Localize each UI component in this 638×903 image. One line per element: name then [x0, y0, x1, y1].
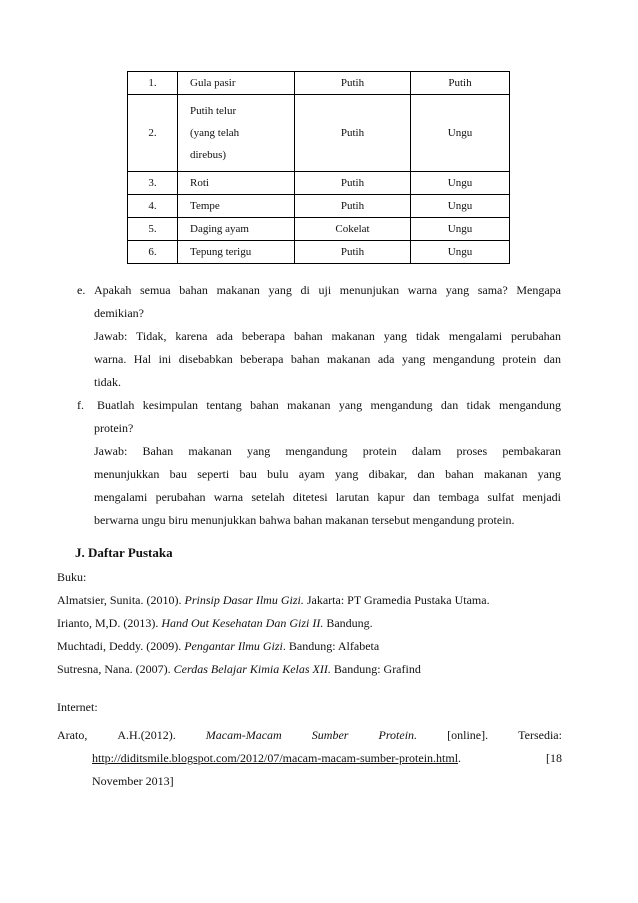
book-ref-4-title: Cerdas Belajar Kimia Kelas XII. — [173, 662, 331, 676]
table-row — [128, 95, 510, 172]
color-result-2: Ungu — [411, 241, 510, 264]
book-ref-3-post: . Bandung: Alfabeta — [282, 639, 380, 653]
row-number: 5. — [128, 218, 178, 241]
internet-ref-date-start: [18 — [546, 751, 562, 765]
book-ref-2-title: Hand Out Kesehatan Dan Gizi II. — [161, 616, 324, 630]
row-number: 4. — [128, 195, 178, 218]
color-result-2: Putih — [411, 72, 510, 95]
internet-ref-url[interactable]: http://diditsmile.blogspot.com/2012/07/macam-macam-sumber-protein.html — [92, 751, 459, 765]
internet-ref-year: A.H.(2012). — [117, 728, 176, 742]
internet-ref-title-3: Protein. — [378, 728, 418, 742]
internet-ref-line1 — [57, 724, 562, 747]
row-number: 6. — [128, 241, 178, 264]
book-ref-1 — [57, 589, 490, 612]
answer-e-line3: tidak. — [94, 375, 121, 389]
food-name-cell — [178, 195, 295, 218]
question-e-label: e. — [77, 283, 86, 297]
food-name-cell — [178, 218, 295, 241]
food-name-cell — [178, 241, 295, 264]
section-heading: J. Daftar Pustaka — [75, 545, 173, 560]
internet-ref-date-end: November 2013] — [92, 774, 174, 788]
book-ref-3-pre: Muchtadi, Deddy. (2009). — [57, 639, 185, 653]
question-f-line1: Buatlah kesimpulan tentang bahan makanan yang mengandung dan tidak mengandung — [97, 398, 561, 412]
food-name-line: Gula pasir — [190, 77, 236, 89]
color-result-1: Putih — [295, 95, 411, 172]
food-name-line: Daging ayam — [190, 223, 249, 235]
food-name-line: Putih telur — [190, 105, 237, 117]
food-name-cell — [178, 172, 295, 195]
food-name-cell — [178, 95, 295, 172]
question-e-line2: demikian? — [94, 306, 144, 320]
table-row — [128, 72, 510, 95]
food-name-line: (yang telah — [190, 127, 240, 139]
book-ref-1-title: Prinsip Dasar Ilmu Gizi. — [184, 593, 304, 607]
answer-e-line1: Jawab: Tidak, karena ada beberapa bahan makanan yang tidak mengalami perubahan — [94, 329, 561, 343]
internet-ref-author: Arato, — [57, 728, 88, 742]
answer-e-line2: warna. Hal ini disebabkan beberapa bahan makanan ada yang mengandung protein dan — [94, 352, 561, 366]
food-name-line: direbus) — [190, 149, 227, 161]
book-ref-1-post: Jakarta: PT Gramedia Pustaka Utama. — [303, 593, 490, 607]
table-row — [128, 195, 510, 218]
question-f-line2: protein? — [94, 421, 134, 435]
food-name-line: Tepung terigu — [190, 246, 252, 258]
internet-ref-online: [online]. — [447, 728, 489, 742]
internet-ref-line2 — [92, 747, 562, 770]
question-e-line1: Apakah semua bahan makanan yang di uji menunjukan warna yang sama? Mengapa — [94, 283, 561, 297]
table-row — [128, 172, 510, 195]
answer-f-line4: berwarna ungu biru menunjukkan bahwa bahan makanan tersebut mengandung protein. — [94, 513, 515, 527]
book-ref-2 — [57, 612, 373, 635]
internet-ref-tersedia: Tersedia: — [518, 728, 562, 742]
book-ref-4-post: Bandung: Grafind — [330, 662, 421, 676]
color-result-2: Ungu — [411, 95, 510, 172]
row-number: 1. — [128, 72, 178, 95]
internet-ref-title-2: Sumber — [311, 728, 349, 742]
books-label: Buku: — [57, 570, 87, 584]
color-result-1: Putih — [295, 72, 411, 95]
row-number: 3. — [128, 172, 178, 195]
color-result-1: Putih — [295, 172, 411, 195]
internet-ref-title-1: Macam-Macam — [205, 728, 282, 742]
food-name-line: Tempe — [190, 200, 220, 212]
color-result-2: Ungu — [411, 218, 510, 241]
internet-ref-url-suffix: . — [458, 751, 462, 765]
color-result-2: Ungu — [411, 172, 510, 195]
row-number: 2. — [128, 95, 178, 172]
food-name-line: Roti — [190, 177, 209, 189]
food-name-cell — [178, 72, 295, 95]
book-ref-4 — [57, 658, 421, 681]
food-test-table — [127, 71, 510, 264]
table-row — [128, 241, 510, 264]
book-ref-4-pre: Sutresna, Nana. (2007). — [57, 662, 174, 676]
book-ref-2-post: Bandung. — [323, 616, 373, 630]
answer-f-line2: menunjukkan bau seperti bau bulu ayam yang dibakar, dan bahan makanan yang — [94, 467, 561, 481]
color-result-1: Putih — [295, 195, 411, 218]
color-result-2: Ungu — [411, 195, 510, 218]
question-f-label: f. — [77, 398, 84, 412]
answer-f-line3: mengalami perubahan warna setelah ditetesi larutan kapur dan tembaga sulfat menjadi — [94, 490, 561, 504]
answer-f-line1: Jawab: Bahan makanan yang mengandung protein dalam proses pembakaran — [94, 444, 561, 458]
table-row — [128, 218, 510, 241]
internet-label: Internet: — [57, 700, 98, 714]
color-result-1: Cokelat — [295, 218, 411, 241]
book-ref-2-pre: Irianto, M,D. (2013). — [57, 616, 162, 630]
book-ref-1-pre: Almatsier, Sunita. (2010). — [57, 593, 185, 607]
book-ref-3 — [57, 635, 379, 658]
book-ref-3-title: Pengantar Ilmu Gizi — [184, 639, 283, 653]
color-result-1: Putih — [295, 241, 411, 264]
